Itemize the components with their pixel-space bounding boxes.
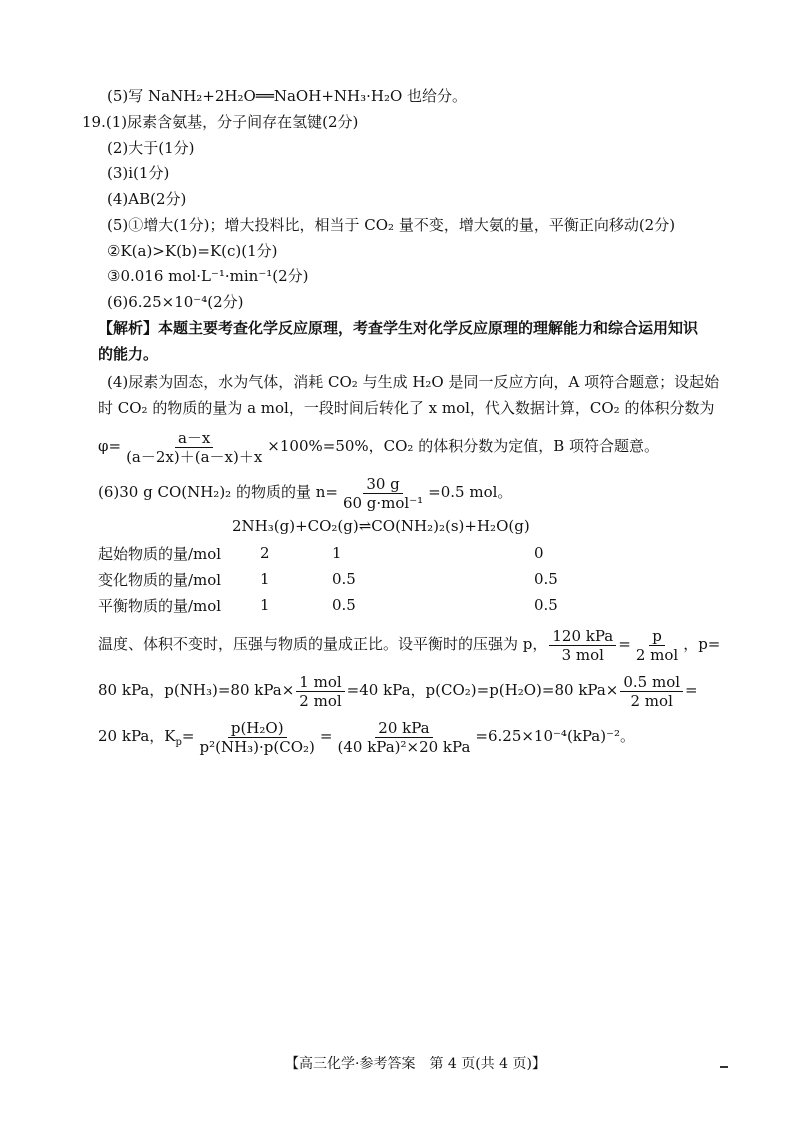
- ice-table: [98, 540, 558, 618]
- co2-value: 0.5: [332, 570, 356, 588]
- table-row: [98, 566, 558, 592]
- moles-result: =0.5 mol。: [428, 483, 513, 501]
- h2o-value: 0.5: [534, 596, 558, 614]
- table-row: [98, 592, 558, 618]
- question-19-part-4: (4)AB(2分): [107, 190, 187, 208]
- analysis-text-2: 的能力。: [98, 345, 159, 363]
- co2-value: 0.5: [332, 596, 356, 614]
- analysis-4-formula: [98, 426, 659, 466]
- kp-line: 20 kPa，$K_p=$ $\frac{\text{p(H₂O)}}{\text{p²(NH₃)·p(CO₂)}}$ = $\frac{\text{20 kPa}}{\text{(40 kPa)²×20 kPa}}$ =6.25×10⁻⁴(kPa)⁻²。: [98, 718, 636, 756]
- fraction-denominator: (40 kPa)²×20 kPa: [337, 737, 471, 756]
- fraction-denominator: (a－2x)＋(a－x)＋x: [126, 447, 263, 466]
- phi-symbol: φ=: [98, 437, 122, 455]
- analysis-label: 【解析】: [98, 319, 159, 337]
- volume-fraction: [123, 430, 265, 465]
- fraction-numerator: 120 kPa: [549, 628, 616, 646]
- analysis-4-line-2: 时 CO₂ 的物质的量为 a mol，一段时间后转化了 x mol，代入数据计算，CO₂ 的体积分数为: [98, 399, 715, 417]
- analysis-text-1: 本题主要考查化学反应原理，考查学生对化学反应原理的理解能力和综合运用知识: [158, 319, 699, 337]
- fraction-denominator: p²(NH₃)·p(CO₂): [199, 737, 315, 756]
- pressure-tail: ，p=: [683, 635, 721, 653]
- nh3-value: 1: [260, 570, 270, 588]
- question-19-part-1: 19.(1)尿素含氨基，分子间存在氢键(2分): [82, 113, 359, 131]
- moles-text: (6)30 g CO(NH₂)₂ 的物质的量 n=: [98, 483, 338, 501]
- page-footer: 【高三化学·参考答案 第 4 页(共 4 页)】: [285, 1056, 546, 1072]
- question-19-part-5b: ②K(a)>K(b)=K(c)(1分): [107, 242, 278, 260]
- pressure-line-1: [98, 624, 720, 664]
- analysis-6-moles: [98, 472, 512, 512]
- fraction-numerator: 30 g: [363, 476, 402, 494]
- page-mark: [720, 1066, 728, 1068]
- h2o-value: 0.5: [534, 570, 558, 588]
- mole-ratio-1: [296, 674, 344, 709]
- kp-subscript: p: [175, 737, 182, 748]
- pressure-ratio-2: [633, 628, 681, 663]
- fraction-denominator: 3 mol: [561, 645, 604, 664]
- partial-pressure-mid: =40 kPa，p(CO₂)=p(H₂O)=80 kPa×: [346, 681, 619, 699]
- equals-sign: =: [618, 635, 631, 653]
- row-label: 起始物质的量/mol: [98, 544, 222, 563]
- answer-line-5: (5)写 NaNH₂+2H₂O══NaOH+NH₃·H₂O 也给分。: [107, 87, 468, 105]
- question-19-part-6: (6)6.25×10⁻⁴(2分): [107, 293, 244, 311]
- co2-value: 1: [332, 544, 342, 562]
- pressure-ratio-1: [549, 628, 616, 663]
- table-row: [98, 540, 558, 566]
- fraction-numerator: a－x: [175, 430, 213, 448]
- kp-equals: =: [181, 727, 195, 745]
- pressure-line-2: [98, 670, 698, 710]
- reaction-equation: 2NH₃(g)+CO₂(g)⇌CO(NH₂)₂(s)+H₂O(g): [232, 517, 530, 535]
- kp-substitution: [334, 720, 473, 755]
- fraction-numerator: 1 mol: [296, 674, 344, 692]
- nh3-value: 2: [260, 544, 270, 562]
- fraction-denominator: 60 g·mol⁻¹: [342, 493, 424, 512]
- fraction-denominator: 2 mol: [630, 691, 673, 710]
- kp-result: =6.25×10⁻⁴(kPa)⁻²。: [475, 727, 636, 745]
- analysis-4-line-1: (4)尿素为固态，水为气体，消耗 CO₂ 与生成 H₂O 是同一反应方向，A 项符合题意；设起始: [107, 373, 720, 391]
- question-19-part-3: (3)ⅰ(1分): [107, 164, 170, 182]
- nh3-value: 1: [260, 596, 270, 614]
- fraction-numerator: p: [649, 628, 665, 646]
- partial-pressure-text: 80 kPa，p(NH₃)=80 kPa×: [98, 681, 295, 699]
- fraction-numerator: p(H₂O): [228, 720, 287, 738]
- row-label: 平衡物质的量/mol: [98, 596, 222, 615]
- kp-label: 20 kPa，K: [98, 727, 176, 745]
- fraction-denominator: 2 mol: [299, 691, 342, 710]
- fraction-numerator: 0.5 mol: [620, 674, 683, 692]
- formula-tail: ×100%=50%，CO₂ 的体积分数为定值，B 项符合题意。: [267, 437, 660, 455]
- pressure-intro: 温度、体积不变时，压强与物质的量成正比。设平衡时的压强为 p，: [98, 635, 548, 653]
- row-label: 变化物质的量/mol: [98, 570, 222, 589]
- fraction-numerator: 20 kPa: [375, 720, 432, 738]
- question-19-part-5a: (5)①增大(1分)；增大投料比，相当于 CO₂ 量不变，增大氨的量，平衡正向移动(2分): [107, 216, 676, 234]
- question-19-part-5c: ③0.016 mol·L⁻¹·min⁻¹(2分): [107, 267, 309, 285]
- kp-expression: [197, 720, 318, 755]
- moles-fraction: [340, 476, 426, 511]
- question-19-part-2: (2)大于(1分): [107, 139, 195, 157]
- fraction-denominator: 2 mol: [635, 645, 679, 664]
- h2o-value: 0: [534, 544, 544, 562]
- partial-pressure-tail: =: [685, 681, 698, 699]
- analysis-paragraph: [98, 318, 698, 338]
- mole-ratio-2: [620, 674, 683, 709]
